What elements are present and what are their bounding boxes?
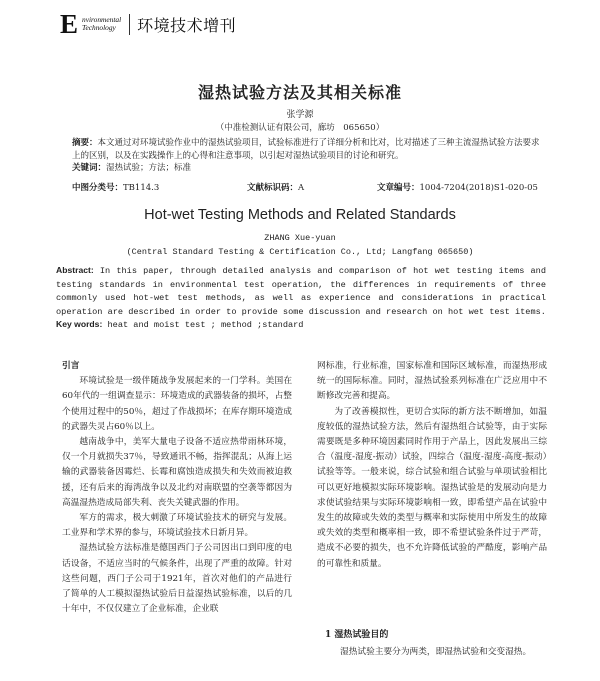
section-heading-intro: 引言: [62, 361, 80, 371]
clc-value: TB114.3: [123, 183, 160, 193]
clc-field: [72, 181, 247, 193]
paragraph: 军方的需求，极大刺激了环境试验技术的研究与发展。工业界和学术界的参与，环境试验技术日新月异。: [62, 513, 292, 539]
abstract-cn-text: 本文通过对环境试验作业中的湿热试验项目，试验标准进行了详细分析和比对，比对描述了三种主流湿热试验方法要求上的区别，以及在实践操作上的心得和注意事项，以引起对湿热试验项目的讨论和研究。: [72, 138, 540, 161]
paragraph: 为了改善模拟性，更切合实际的新方法不断增加，如温度较低的湿热试验方法，然后有湿热组合试验等，由于实际需要既是多种环境因素同时作用于产品上，因此发展出三综合（温度-湿度-振动）试验，四综合（温度-湿度-高度-振动）试验等等。一般来说，综合试验和组合试验与单项试验相比可以更好地模拟实际环境影响。湿热试验是的发展动向是力求使试验结果与实际环境影响相一致，即希望产品在试验中发生的故障或失效的类型与概率和实际使用中所发生的故障或失效的类型和概率相一致，即不希望试验条件过于严苛，造成不必要的损失，也不允许降低试验的严酷度，影响产品的可靠性和质量。: [317, 406, 547, 569]
clc-label: 中图分类号：: [72, 183, 124, 193]
article-no-label: 文章编号：: [377, 183, 420, 193]
header-divider: [129, 14, 130, 35]
abstract-en-text: In this paper, through detailed analysis and comparison of hot wet testing items and testing standards in environmental test operation, the differences in requirements of three commonly used hot-wet test methods, as well as experience and considerations in practical operation are described in order to provide some discussion and research on hot wet test items.: [56, 266, 546, 317]
section-heading-1: 1 湿热试验目的: [325, 630, 389, 640]
author-cn: 张学源: [286, 110, 314, 120]
affiliation-cn: （中准检测认证有限公司，廊坊 065650）: [215, 123, 385, 133]
doc-code-label: 文献标识码：: [247, 183, 299, 193]
article-no-field: [377, 181, 538, 193]
body-right-column: [317, 359, 547, 572]
journal-name: 环境技术增刊: [137, 15, 237, 35]
abstract-en-label: Abstract:: [56, 265, 94, 275]
abstract-cn: [72, 137, 542, 175]
logo-subtext: [82, 16, 121, 32]
keywords-cn-text: 湿热试验；方法；标准: [106, 163, 192, 173]
keywords-en-label: Key words:: [56, 319, 103, 329]
paragraph: 环境试验是一级伴随战争发展起来的一门学科。美国在60年代的一组调查显示：环境造成的武器装备的损坏，占整个使用过程中的50％，超过了作战损坏；在库存期环境造成的武器失灵占60％以上。: [62, 376, 292, 432]
journal-header: [60, 9, 237, 39]
article-title-cn: 湿热试验方法及其相关标准: [197, 83, 402, 102]
abstract-en: [56, 264, 546, 319]
logo-line1: nvironmental: [82, 15, 122, 24]
article-no-value: 1004-7204(2018)S1-020-05: [419, 183, 538, 193]
paragraph: 越南战争中，美军大量电子设备不适应热带雨林环境，仅一个月就损失37％，导致通讯不畅，指挥混乱；从海上运输的武器装备因霉烂、长霉和腐蚀造成损失和失效而被迫救援，还有后来的海湾战争以及北约对南联盟的空袭等都因为高温湿热造成局部失利、丧失关键武器的作用。: [62, 437, 292, 508]
paragraph: 网标准，行业标准，国家标准和国际区域标准，而湿热形成统一的国际标准。同时，湿热试验系列标准在广泛应用中不断修改完善和提高。: [317, 361, 547, 402]
body-left-column: [62, 359, 292, 617]
paragraph: 湿热试验主要分为两类，即湿热试验和交变湿热。: [340, 647, 532, 657]
keywords-en-text: heat and moist test ; method ;standard: [107, 320, 304, 330]
keywords-en: [56, 319, 303, 330]
paragraph: 湿热试验方法标准是德国西门子公司因出口到印度的电话设备，不适应当时的气候条件，出现了严重的故障。针对这些问题，西门子公司于1921年，首次对他们的产品进行了简单的人工模拟湿热试验后日益湿热试验标准，以后的几十年中，不仅仅建立了企业标准，企业联: [62, 543, 292, 615]
logo-line2: Technology: [82, 23, 116, 32]
article-title-en: Hot-wet Testing Methods and Related Standards: [144, 207, 456, 223]
keywords-cn-label: 关键词：: [72, 163, 107, 173]
article-meta: [72, 181, 538, 193]
abstract-cn-label: 摘要：: [72, 138, 98, 148]
logo-letter: E: [60, 9, 79, 39]
doc-code-value: A: [298, 183, 305, 193]
doc-code-field: [247, 181, 377, 193]
affiliation-en: (Central Standard Testing & Certification Co., Ltd; Langfang 065650): [126, 247, 474, 257]
author-en: ZHANG Xue-yuan: [264, 233, 336, 243]
